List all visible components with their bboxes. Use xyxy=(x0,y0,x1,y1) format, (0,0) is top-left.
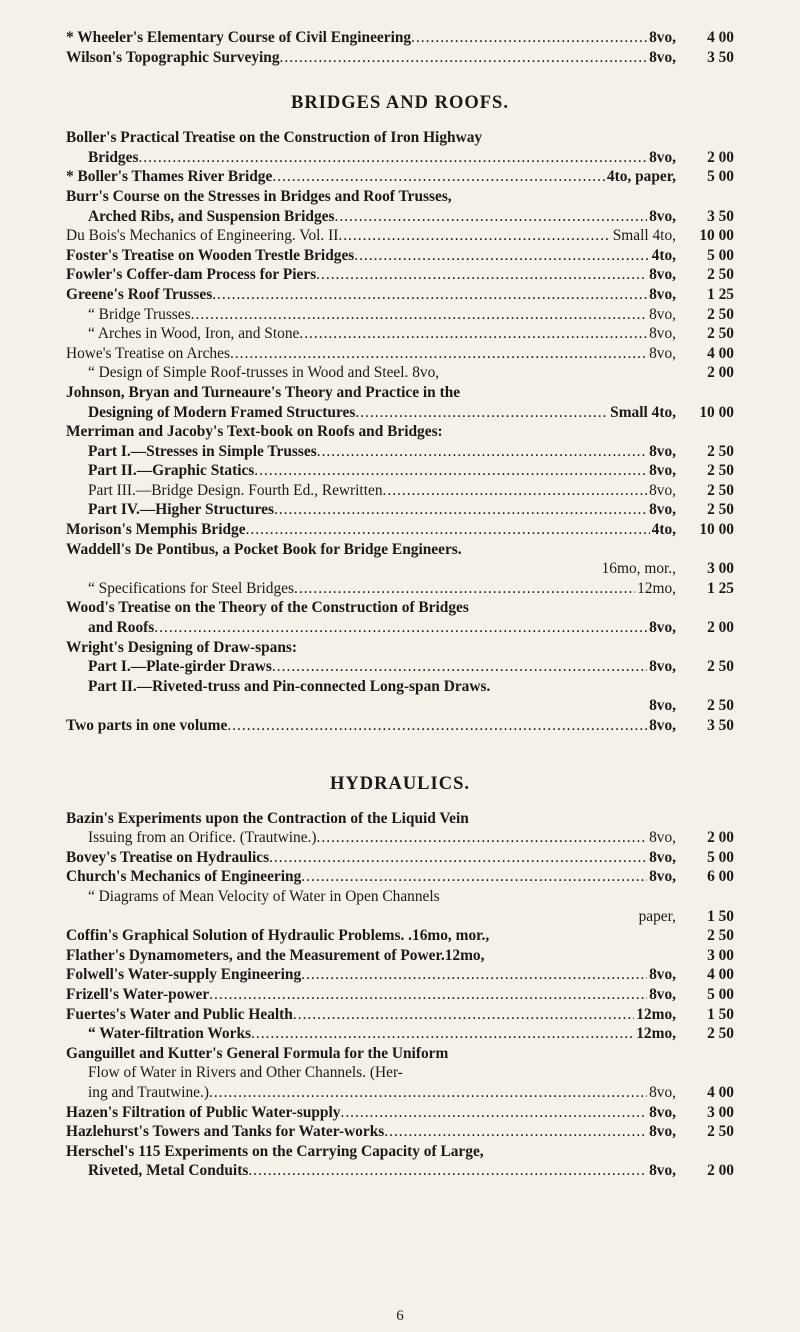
entry-title: Bovey's Treatise on Hydraulics xyxy=(66,848,270,866)
list-item xyxy=(66,520,734,540)
entry-price: 3 50 xyxy=(707,48,734,66)
entry-title: Bridges xyxy=(88,148,139,166)
entry-format: 8vo, xyxy=(649,1162,676,1180)
list-item xyxy=(66,481,734,501)
list-item xyxy=(66,716,734,736)
entry-price: 3 00 xyxy=(707,946,734,964)
entry-format: 8vo, xyxy=(649,481,676,499)
entry-price: 2 50 xyxy=(707,927,734,945)
list-item xyxy=(66,324,734,344)
list-item xyxy=(66,638,734,658)
entry-title: “ Specifications for Steel Bridges xyxy=(88,579,295,597)
entry-title: Howe's Treatise on Arches xyxy=(66,344,230,362)
list-item xyxy=(66,1044,734,1064)
entry-title: “ Design of Simple Roof-trusses in Wood and Steel. 8vo, xyxy=(88,364,440,382)
list-item xyxy=(66,926,734,946)
entry-format: 8vo, xyxy=(649,619,676,637)
entry-format: 8vo, xyxy=(649,829,676,847)
entry-title: Hazen's Filtration of Public Water-supply xyxy=(66,1103,341,1121)
entry-format: 8vo, xyxy=(649,658,676,676)
entry-price: 4 00 xyxy=(707,344,734,362)
entry-format: 8vo, xyxy=(649,1123,676,1141)
list-item xyxy=(66,128,734,148)
entry-title: Boller's Practical Treatise on the Construction of Iron Highway xyxy=(66,129,483,147)
entry-title: Greene's Roof Trusses xyxy=(66,285,213,303)
list-item xyxy=(66,403,734,423)
entry-title: * Boller's Thames River Bridge xyxy=(66,168,273,186)
entry-price: 2 50 xyxy=(707,462,734,480)
entry-format: 8vo, xyxy=(649,442,676,460)
entry-title: Morison's Memphis Bridge xyxy=(66,521,246,539)
entry-format: 8vo, xyxy=(649,48,676,66)
entry-price: 2 50 xyxy=(707,266,734,284)
entry-format: 8vo, xyxy=(649,697,676,715)
entry-title: Designing of Modern Framed Structures xyxy=(88,403,356,421)
list-item xyxy=(66,696,734,716)
entry-title: Burr's Course on the Stresses in Bridges and Roof Trusses, xyxy=(66,187,452,205)
entry-format: 8vo, xyxy=(649,325,676,343)
list-item xyxy=(66,598,734,618)
entry-title: ing and Trautwine.) xyxy=(88,1083,209,1101)
list-item xyxy=(66,48,734,68)
entry-title: Part II.—Graphic Statics xyxy=(88,462,255,480)
entry-title: “ Arches in Wood, Iron, and Stone xyxy=(88,325,300,343)
entry-price: 2 00 xyxy=(707,364,734,382)
list-item xyxy=(66,1083,734,1103)
entry-format: 4to, paper, xyxy=(606,168,676,186)
entry-title: Part I.—Plate-girder Draws xyxy=(88,658,272,676)
entry-price: 2 50 xyxy=(707,501,734,519)
entry-format: 8vo, xyxy=(649,148,676,166)
list-item xyxy=(66,28,734,48)
list-item xyxy=(66,305,734,325)
list-item xyxy=(66,907,734,927)
list-item xyxy=(66,1005,734,1025)
list-item xyxy=(66,848,734,868)
entry-price: 1 50 xyxy=(707,1005,734,1023)
entry-format: 8vo, xyxy=(649,344,676,362)
list-item xyxy=(66,1142,734,1162)
entry-title: “ Water-filtration Works xyxy=(88,1025,252,1043)
entry-price: 10 00 xyxy=(699,403,734,421)
entry-format: 12mo, xyxy=(637,579,676,597)
entry-title: Johnson, Bryan and Turneaure's Theory and Practice in the xyxy=(66,383,461,401)
list-item xyxy=(66,828,734,848)
entry-price: 2 50 xyxy=(707,305,734,323)
entry-title: Folwell's Water-supply Engineering xyxy=(66,966,302,984)
list-item xyxy=(66,187,734,207)
list-item xyxy=(66,618,734,638)
entry-title: “ Bridge Trusses xyxy=(88,305,191,323)
entry-price: 5 00 xyxy=(707,848,734,866)
entry-title: Issuing from an Orifice. (Trautwine.) xyxy=(88,829,317,847)
list-item xyxy=(66,246,734,266)
entry-price: 4 00 xyxy=(707,966,734,984)
entry-price: 6 00 xyxy=(707,868,734,886)
entry-title: Riveted, Metal Conduits xyxy=(88,1162,249,1180)
entry-format: 12mo, xyxy=(636,1005,676,1023)
entry-price: 2 50 xyxy=(707,481,734,499)
list-item xyxy=(66,946,734,966)
entry-format: 8vo, xyxy=(649,285,676,303)
entry-title: * Wheeler's Elementary Course of Civil Engineering xyxy=(66,29,412,46)
entry-price: 3 00 xyxy=(707,560,734,578)
entry-price: 3 00 xyxy=(707,1103,734,1121)
entry-format: 4to, xyxy=(651,246,676,264)
entry-title: and Roofs xyxy=(88,619,155,637)
entry-format: 8vo, xyxy=(649,462,676,480)
entry-format: paper, xyxy=(638,907,676,925)
list-item xyxy=(66,1024,734,1044)
entry-price: 1 25 xyxy=(707,579,734,597)
list-item xyxy=(66,1103,734,1123)
entry-format: 8vo, xyxy=(649,305,676,323)
entry-price: 4 00 xyxy=(707,1083,734,1101)
entry-price: 2 00 xyxy=(707,148,734,166)
entry-format: 4to, xyxy=(651,521,676,539)
entry-title: Fowler's Coffer-dam Process for Piers xyxy=(66,266,317,284)
list-item xyxy=(66,985,734,1005)
entry-title: Part I.—Stresses in Simple Trusses xyxy=(88,442,317,460)
entry-title: Flow of Water in Rivers and Other Channels. (Her- xyxy=(88,1064,403,1082)
section-heading-bridges: BRIDGES AND ROOFS. xyxy=(291,93,509,114)
list-item xyxy=(66,965,734,985)
list-item xyxy=(66,559,734,579)
entry-price: 2 50 xyxy=(707,1123,734,1141)
list-item xyxy=(66,887,734,907)
entry-title: Wright's Designing of Draw-spans: xyxy=(66,638,298,656)
entry-format: 8vo, xyxy=(649,1103,676,1121)
entry-format: 8vo, xyxy=(649,501,676,519)
entry-price: 3 50 xyxy=(707,717,734,734)
entry-title: Part III.—Bridge Design. Fourth Ed., Rewritten xyxy=(88,481,383,499)
list-item xyxy=(66,867,734,887)
list-item xyxy=(66,442,734,462)
entry-price: 10 00 xyxy=(699,521,734,539)
page-number: 6 xyxy=(396,1308,404,1324)
list-item xyxy=(66,657,734,677)
list-item xyxy=(66,207,734,227)
entry-title: Flather's Dynamometers, and the Measurement of Power.12mo, xyxy=(66,946,485,964)
entry-title: Ganguillet and Kutter's General Formula for the Uniform xyxy=(66,1044,449,1062)
list-item xyxy=(66,1063,734,1083)
list-item xyxy=(66,422,734,442)
list-item xyxy=(66,500,734,520)
entry-format: 8vo, xyxy=(649,985,676,1003)
entry-price: 1 50 xyxy=(707,907,734,925)
entry-title: Frizell's Water-power xyxy=(66,985,210,1003)
entry-price: 2 50 xyxy=(707,1025,734,1043)
entry-price: 2 50 xyxy=(707,658,734,676)
entry-title: Hazlehurst's Towers and Tanks for Water-works xyxy=(66,1123,385,1141)
entry-title: Herschel's 115 Experiments on the Carrying Capacity of Large, xyxy=(66,1142,484,1160)
list-item xyxy=(66,540,734,560)
entry-price: 3 50 xyxy=(707,207,734,225)
entry-price: 1 25 xyxy=(707,285,734,303)
entry-title: Wilson's Topographic Surveying xyxy=(66,48,280,66)
entry-price: 2 50 xyxy=(707,325,734,343)
entry-price: 2 00 xyxy=(707,1162,734,1180)
entry-title: Foster's Treatise on Wooden Trestle Bridges xyxy=(66,246,355,264)
entry-title: Wood's Treatise on the Theory of the Construction of Bridges xyxy=(66,599,469,617)
entry-format: 8vo, xyxy=(649,207,676,225)
list-item xyxy=(66,383,734,403)
entry-format: 16mo, mor., xyxy=(601,560,676,578)
list-item xyxy=(66,579,734,599)
list-item xyxy=(66,1122,734,1142)
entry-format: 8vo, xyxy=(649,966,676,984)
entry-title: Two parts in one volume xyxy=(66,717,228,734)
entry-title: Du Bois's Mechanics of Engineering. Vol. II xyxy=(66,227,339,245)
list-item xyxy=(66,461,734,481)
entry-format: 8vo, xyxy=(649,29,676,46)
entry-format: 12mo, xyxy=(636,1025,676,1043)
list-item xyxy=(66,809,734,829)
entry-price: 4 00 xyxy=(707,29,734,46)
list-item xyxy=(66,167,734,187)
entry-title: Merriman and Jacoby's Text-book on Roofs and Bridges: xyxy=(66,423,443,441)
entry-format: 8vo, xyxy=(649,1083,676,1101)
list-item xyxy=(66,677,734,697)
list-item xyxy=(66,363,734,383)
entry-format: 8vo, xyxy=(649,717,676,734)
entry-format: Small 4to, xyxy=(610,403,676,421)
entry-title: Bazin's Experiments upon the Contraction of the Liquid Vein xyxy=(66,809,469,827)
entry-format: 8vo, xyxy=(649,848,676,866)
list-item xyxy=(66,1161,734,1181)
entry-price: 5 00 xyxy=(707,985,734,1003)
entry-title: “ Diagrams of Mean Velocity of Water in Open Channels xyxy=(88,887,440,905)
list-item xyxy=(66,226,734,246)
entry-price: 2 00 xyxy=(707,619,734,637)
list-item xyxy=(66,285,734,305)
entry-format: 8vo, xyxy=(649,266,676,284)
list-item xyxy=(66,265,734,285)
entry-price: 5 00 xyxy=(707,246,734,264)
entry-price: 10 00 xyxy=(699,227,734,245)
entry-title: Waddell's De Pontibus, a Pocket Book for Bridge Engineers. xyxy=(66,540,462,558)
list-item xyxy=(66,344,734,364)
entry-title: Fuertes's Water and Public Health xyxy=(66,1005,293,1023)
entry-title: Part IV.—Higher Structures xyxy=(88,501,274,519)
entry-price: 5 00 xyxy=(707,168,734,186)
entry-title: Church's Mechanics of Engineering xyxy=(66,868,302,886)
entry-title: Coffin's Graphical Solution of Hydraulic Problems. .16mo, mor., xyxy=(66,927,490,945)
entry-price: 2 00 xyxy=(707,829,734,847)
entry-price: 2 50 xyxy=(707,697,734,715)
entry-title: Arched Ribs, and Suspension Bridges xyxy=(88,207,335,225)
section-heading-hydraulics: HYDRAULICS. xyxy=(329,773,470,794)
entry-format: 8vo, xyxy=(649,868,676,886)
entry-title: Part II.—Riveted-truss and Pin-connected Long-span Draws. xyxy=(88,677,491,695)
entry-price: 2 50 xyxy=(707,442,734,460)
list-item xyxy=(66,148,734,168)
entry-format: Small 4to, xyxy=(612,227,676,245)
